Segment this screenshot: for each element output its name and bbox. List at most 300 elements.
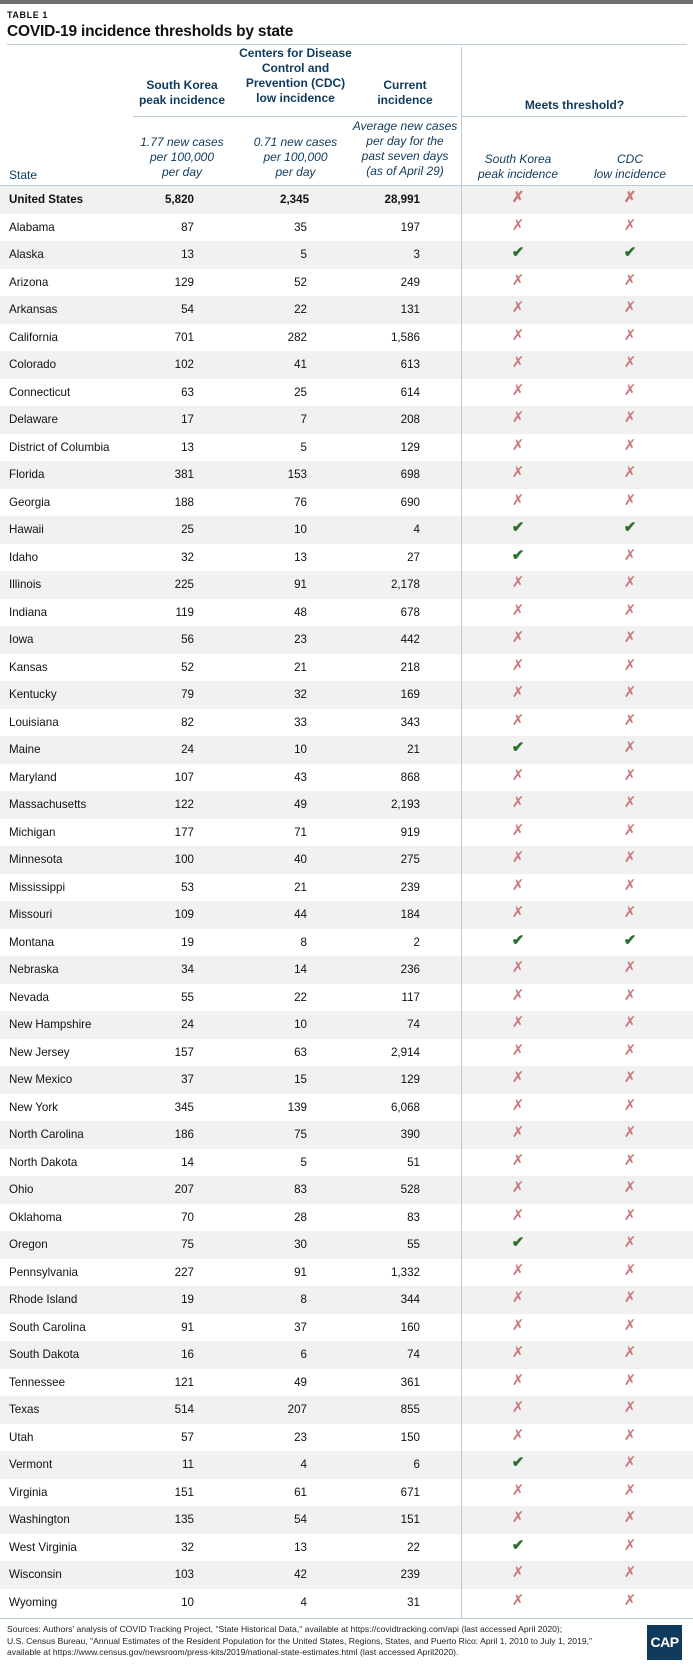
cross-icon: ✗ bbox=[511, 904, 525, 921]
cdc-value: 21 bbox=[294, 660, 307, 674]
table-label: TABLE 1 bbox=[7, 10, 49, 20]
current-value: 528 bbox=[400, 1183, 420, 1196]
cdc-value: 139 bbox=[287, 1100, 307, 1114]
state-name: Arizona bbox=[9, 275, 49, 289]
table-title: COVID-19 incidence thresholds by state bbox=[7, 23, 294, 40]
south-korea-value: 107 bbox=[174, 770, 194, 784]
current-value: 361 bbox=[400, 1375, 420, 1389]
header-south-korea bbox=[133, 78, 231, 108]
header-line: Control and bbox=[261, 61, 330, 75]
sources-line: available at https://www.census.gov/newsroom/press-kits/2019/national-state-estimates.html (last accessed April2020). bbox=[7, 1647, 459, 1657]
table-row bbox=[0, 1534, 693, 1562]
cross-icon: ✗ bbox=[623, 1234, 637, 1251]
state-name: Wisconsin bbox=[9, 1568, 62, 1581]
south-korea-value: 381 bbox=[174, 468, 194, 481]
state-name: Wyoming bbox=[9, 1595, 58, 1609]
cdc-value: 40 bbox=[294, 853, 307, 866]
south-korea-value: 17 bbox=[181, 413, 194, 426]
current-value: 344 bbox=[400, 1293, 420, 1306]
cross-icon: ✗ bbox=[623, 1481, 637, 1499]
current-value: 343 bbox=[400, 715, 420, 729]
south-korea-value: 100 bbox=[174, 853, 194, 866]
table-row bbox=[0, 379, 693, 407]
state-name: New York bbox=[9, 1100, 58, 1114]
cross-icon: ✗ bbox=[623, 684, 637, 701]
current-value: 390 bbox=[400, 1128, 420, 1141]
current-value: 160 bbox=[400, 1320, 420, 1334]
cross-icon: ✗ bbox=[623, 1096, 637, 1114]
cross-icon: ✗ bbox=[623, 299, 637, 316]
state-name: Illinois bbox=[9, 578, 42, 591]
south-korea-value: 345 bbox=[174, 1100, 194, 1114]
cross-icon: ✗ bbox=[623, 1564, 637, 1581]
cap-logo: CAP bbox=[647, 1625, 682, 1660]
cross-icon: ✗ bbox=[623, 1041, 637, 1059]
cross-icon: ✗ bbox=[623, 794, 637, 811]
state-name: Tennessee bbox=[9, 1375, 66, 1389]
cross-icon: ✗ bbox=[623, 1261, 637, 1279]
current-value: 239 bbox=[400, 880, 420, 894]
state-name: Georgia bbox=[9, 495, 51, 509]
subheader-current bbox=[352, 119, 458, 179]
cross-icon: ✗ bbox=[623, 1124, 637, 1141]
south-korea-value: 102 bbox=[174, 358, 194, 371]
cross-icon: ✗ bbox=[623, 464, 637, 481]
table-row bbox=[0, 901, 693, 929]
cdc-value: 8 bbox=[300, 1293, 307, 1306]
current-value: 613 bbox=[400, 358, 420, 371]
table-row bbox=[0, 544, 693, 572]
current-value: 129 bbox=[400, 1073, 420, 1086]
cross-icon: ✗ bbox=[623, 1206, 637, 1224]
state-name: Pennsylvania bbox=[9, 1265, 78, 1279]
south-korea-value: 52 bbox=[181, 660, 194, 674]
cdc-value: 44 bbox=[294, 908, 307, 921]
south-korea-value: 75 bbox=[181, 1238, 194, 1251]
cdc-value: 49 bbox=[294, 798, 307, 811]
south-korea-value: 5,820 bbox=[164, 193, 194, 206]
current-value: 74 bbox=[407, 1018, 420, 1031]
subheader-line: per day bbox=[161, 165, 203, 179]
cdc-value: 282 bbox=[287, 330, 307, 344]
south-korea-value: 157 bbox=[174, 1045, 194, 1059]
cross-icon: ✗ bbox=[511, 409, 525, 426]
table-row bbox=[0, 1121, 693, 1149]
table-row bbox=[0, 709, 693, 737]
cdc-value: 14 bbox=[294, 963, 307, 976]
cdc-value: 71 bbox=[294, 825, 307, 839]
south-korea-value: 701 bbox=[174, 330, 194, 344]
south-korea-value: 109 bbox=[174, 908, 194, 921]
table-row bbox=[0, 681, 693, 709]
subheader-cdc bbox=[233, 135, 358, 180]
header-line: incidence bbox=[377, 93, 433, 107]
cross-icon: ✗ bbox=[511, 216, 525, 234]
checkmark-icon: ✔ bbox=[511, 1454, 525, 1471]
cross-icon: ✗ bbox=[623, 546, 637, 564]
south-korea-value: 19 bbox=[181, 1293, 194, 1306]
cross-icon: ✗ bbox=[511, 1289, 525, 1306]
cross-icon: ✗ bbox=[623, 739, 637, 756]
table-row bbox=[0, 1066, 693, 1094]
current-value: 83 bbox=[407, 1210, 420, 1224]
cross-icon: ✗ bbox=[511, 1509, 525, 1526]
cross-icon: ✗ bbox=[623, 1316, 637, 1334]
state-name: Alabama bbox=[9, 220, 55, 234]
current-value: 698 bbox=[400, 468, 420, 481]
south-korea-value: 16 bbox=[181, 1348, 194, 1361]
current-value: 671 bbox=[400, 1485, 420, 1499]
cross-icon: ✗ bbox=[511, 656, 525, 674]
table-row bbox=[0, 626, 693, 654]
cross-icon: ✗ bbox=[511, 849, 525, 866]
cdc-value: 49 bbox=[294, 1375, 307, 1389]
header-current bbox=[352, 78, 458, 108]
cross-icon: ✗ bbox=[623, 1289, 637, 1306]
south-korea-value: 122 bbox=[174, 798, 194, 811]
table-row bbox=[0, 516, 693, 544]
cdc-value: 63 bbox=[294, 1045, 307, 1059]
cross-icon: ✗ bbox=[623, 1399, 637, 1416]
south-korea-value: 188 bbox=[174, 495, 194, 509]
checkmark-icon: ✔ bbox=[511, 519, 525, 536]
table-row bbox=[0, 296, 693, 324]
subheader-line: low incidence bbox=[593, 167, 667, 181]
cdc-value: 22 bbox=[294, 990, 307, 1004]
state-name: Vermont bbox=[9, 1458, 53, 1471]
table-row bbox=[0, 736, 693, 764]
south-korea-value: 53 bbox=[181, 880, 194, 894]
south-korea-value: 11 bbox=[181, 1458, 194, 1471]
south-korea-value: 13 bbox=[181, 248, 194, 261]
cdc-value: 10 bbox=[294, 523, 307, 536]
cdc-value: 25 bbox=[294, 385, 307, 399]
current-value: 3 bbox=[413, 248, 420, 261]
header-rule-right bbox=[462, 116, 687, 117]
south-korea-value: 32 bbox=[181, 550, 194, 564]
table-row bbox=[0, 1396, 693, 1424]
cdc-value: 153 bbox=[287, 468, 307, 481]
cdc-value: 13 bbox=[294, 550, 307, 564]
table-row bbox=[0, 1204, 693, 1232]
current-value: 239 bbox=[400, 1568, 420, 1581]
cross-icon: ✗ bbox=[511, 1564, 525, 1581]
table-row bbox=[0, 571, 693, 599]
current-value: 22 bbox=[407, 1540, 420, 1554]
cross-icon: ✗ bbox=[623, 766, 637, 784]
table-row bbox=[0, 1506, 693, 1534]
south-korea-value: 55 bbox=[181, 990, 194, 1004]
subheader-line: Average new cases bbox=[352, 119, 458, 133]
cross-icon: ✗ bbox=[511, 436, 525, 454]
cross-icon: ✗ bbox=[511, 1371, 525, 1389]
header-state: State bbox=[9, 168, 38, 182]
south-korea-value: 56 bbox=[181, 633, 194, 646]
current-value: 1,586 bbox=[390, 330, 420, 344]
cross-icon: ✗ bbox=[623, 656, 637, 674]
current-value: 2,178 bbox=[390, 578, 420, 591]
cdc-value: 15 bbox=[294, 1073, 307, 1086]
current-value: 4 bbox=[413, 523, 420, 536]
state-name: Maryland bbox=[9, 770, 57, 784]
cross-icon: ✗ bbox=[623, 1344, 637, 1361]
subheader-line: (as of April 29) bbox=[366, 164, 444, 178]
checkmark-icon: ✔ bbox=[511, 244, 525, 261]
state-name: North Carolina bbox=[9, 1128, 84, 1141]
state-name: United States bbox=[9, 193, 84, 206]
header-rule-left bbox=[133, 116, 457, 117]
cross-icon: ✗ bbox=[623, 821, 637, 839]
table-row bbox=[0, 351, 693, 379]
table-row bbox=[0, 1424, 693, 1452]
current-value: 151 bbox=[400, 1513, 420, 1526]
cross-icon: ✗ bbox=[623, 1371, 637, 1389]
cdc-value: 28 bbox=[294, 1210, 307, 1224]
table-row bbox=[0, 599, 693, 627]
table-row bbox=[0, 764, 693, 792]
cdc-value: 41 bbox=[294, 358, 307, 371]
cdc-value: 207 bbox=[287, 1403, 307, 1416]
header-line: Prevention (CDC) bbox=[245, 76, 346, 90]
cross-icon: ✗ bbox=[623, 601, 637, 619]
state-name: Texas bbox=[9, 1403, 40, 1416]
south-korea-value: 24 bbox=[181, 1018, 194, 1031]
header-cdc bbox=[233, 46, 358, 106]
cross-icon: ✗ bbox=[511, 1591, 525, 1609]
current-value: 169 bbox=[400, 688, 420, 701]
south-korea-value: 119 bbox=[175, 605, 194, 619]
state-name: Michigan bbox=[9, 825, 56, 839]
cdc-value: 13 bbox=[294, 1540, 307, 1554]
table-row bbox=[0, 406, 693, 434]
table-row-total bbox=[0, 186, 693, 214]
current-value: 129 bbox=[400, 440, 420, 454]
cross-icon: ✗ bbox=[623, 271, 637, 289]
header-line: Centers for Disease bbox=[239, 46, 352, 60]
south-korea-value: 79 bbox=[181, 688, 194, 701]
cross-icon: ✗ bbox=[511, 1124, 525, 1141]
table-row bbox=[0, 654, 693, 682]
cross-icon: ✗ bbox=[511, 766, 525, 784]
state-name: Indiana bbox=[9, 605, 48, 619]
current-value: 150 bbox=[400, 1430, 420, 1444]
current-value: 117 bbox=[401, 990, 420, 1004]
table-row bbox=[0, 214, 693, 242]
state-name: Connecticut bbox=[9, 385, 71, 399]
cross-icon: ✗ bbox=[623, 1509, 637, 1526]
cross-icon: ✗ bbox=[623, 189, 637, 206]
cross-icon: ✗ bbox=[511, 959, 525, 976]
cross-icon: ✗ bbox=[511, 1179, 525, 1196]
state-name: Oklahoma bbox=[9, 1210, 62, 1224]
state-name: District of Columbia bbox=[9, 440, 110, 454]
current-value: 855 bbox=[400, 1403, 420, 1416]
cross-icon: ✗ bbox=[511, 271, 525, 289]
current-value: 6 bbox=[413, 1458, 420, 1471]
subheader-meets-south-korea bbox=[466, 152, 570, 182]
table-row bbox=[0, 489, 693, 517]
cross-icon: ✗ bbox=[511, 1014, 525, 1031]
current-value: 678 bbox=[400, 605, 420, 619]
subheader-line: CDC bbox=[617, 152, 643, 166]
south-korea-value: 514 bbox=[174, 1403, 194, 1416]
state-name: Oregon bbox=[9, 1238, 48, 1251]
cross-icon: ✗ bbox=[511, 326, 525, 344]
cross-icon: ✗ bbox=[623, 959, 637, 976]
subheader-line: per day for the bbox=[366, 134, 444, 148]
cross-icon: ✗ bbox=[511, 464, 525, 481]
south-korea-value: 37 bbox=[181, 1073, 194, 1086]
cdc-value: 8 bbox=[300, 935, 307, 949]
current-value: 275 bbox=[400, 853, 420, 866]
cross-icon: ✗ bbox=[623, 381, 637, 399]
table-row bbox=[0, 461, 693, 489]
checkmark-icon: ✔ bbox=[511, 546, 525, 564]
table-row bbox=[0, 984, 693, 1012]
south-korea-value: 82 bbox=[181, 715, 194, 729]
subheader-line: past seven days bbox=[361, 149, 449, 163]
cross-icon: ✗ bbox=[511, 354, 525, 371]
state-name: Maine bbox=[9, 743, 41, 756]
state-name: Ohio bbox=[9, 1183, 34, 1196]
cdc-value: 43 bbox=[294, 770, 307, 784]
state-name: Colorado bbox=[9, 358, 57, 371]
south-korea-value: 177 bbox=[174, 825, 194, 839]
cross-icon: ✗ bbox=[623, 629, 637, 646]
header-line: low incidence bbox=[256, 91, 335, 105]
cross-icon: ✗ bbox=[623, 1591, 637, 1609]
state-name: North Dakota bbox=[9, 1155, 78, 1169]
cross-icon: ✗ bbox=[511, 1041, 525, 1059]
cdc-value: 91 bbox=[294, 578, 307, 591]
cdc-value: 76 bbox=[294, 495, 307, 509]
table-row bbox=[0, 1176, 693, 1204]
state-name: Montana bbox=[9, 935, 55, 949]
current-value: 690 bbox=[400, 495, 420, 509]
state-name: New Hampshire bbox=[9, 1018, 92, 1031]
cross-icon: ✗ bbox=[623, 326, 637, 344]
table-row bbox=[0, 241, 693, 269]
state-name: New Jersey bbox=[9, 1045, 70, 1059]
cross-icon: ✗ bbox=[511, 629, 525, 646]
cdc-value: 30 bbox=[294, 1238, 307, 1251]
cross-icon: ✗ bbox=[511, 1399, 525, 1416]
cross-icon: ✗ bbox=[511, 986, 525, 1004]
cdc-value: 23 bbox=[294, 633, 307, 646]
south-korea-value: 14 bbox=[181, 1155, 194, 1169]
subheader-line: South Korea bbox=[484, 152, 552, 166]
cross-icon: ✗ bbox=[623, 1069, 637, 1086]
cross-icon: ✗ bbox=[511, 1481, 525, 1499]
checkmark-icon: ✔ bbox=[511, 739, 525, 756]
header-meets-threshold: Meets threshold? bbox=[524, 98, 625, 112]
cross-icon: ✗ bbox=[623, 876, 637, 894]
table-row bbox=[0, 434, 693, 462]
cross-icon: ✗ bbox=[511, 601, 525, 619]
table-row bbox=[0, 1341, 693, 1369]
table-row bbox=[0, 1011, 693, 1039]
table-row bbox=[0, 1259, 693, 1287]
cdc-value: 75 bbox=[294, 1128, 307, 1141]
cdc-value: 33 bbox=[294, 715, 307, 729]
table-row bbox=[0, 1561, 693, 1589]
cross-icon: ✗ bbox=[623, 986, 637, 1004]
south-korea-value: 87 bbox=[181, 220, 194, 234]
current-value: 6,068 bbox=[390, 1100, 420, 1114]
checkmark-icon: ✔ bbox=[623, 519, 637, 536]
cross-icon: ✗ bbox=[511, 1316, 525, 1334]
table-row bbox=[0, 1094, 693, 1122]
cdc-value: 10 bbox=[294, 743, 307, 756]
cross-icon: ✗ bbox=[623, 491, 637, 509]
state-name: Nebraska bbox=[9, 963, 59, 976]
state-name: Kentucky bbox=[9, 688, 57, 701]
checkmark-icon: ✔ bbox=[511, 931, 525, 949]
header-line: South Korea bbox=[146, 78, 218, 92]
state-name: Rhode Island bbox=[9, 1293, 78, 1306]
cross-icon: ✗ bbox=[623, 1179, 637, 1196]
cdc-value: 21 bbox=[294, 880, 307, 894]
cross-icon: ✗ bbox=[511, 574, 525, 591]
south-korea-value: 135 bbox=[174, 1513, 194, 1526]
state-name: New Mexico bbox=[9, 1073, 73, 1086]
south-korea-value: 32 bbox=[181, 1540, 194, 1554]
south-korea-value: 225 bbox=[174, 578, 194, 591]
state-name: South Dakota bbox=[9, 1348, 80, 1361]
state-name: California bbox=[9, 330, 58, 344]
table-row bbox=[0, 1451, 693, 1479]
cross-icon: ✗ bbox=[511, 1096, 525, 1114]
state-name: Missouri bbox=[9, 908, 53, 921]
cross-icon: ✗ bbox=[511, 1261, 525, 1279]
cross-icon: ✗ bbox=[623, 409, 637, 426]
title-rule bbox=[7, 44, 687, 45]
cross-icon: ✗ bbox=[511, 299, 525, 316]
cdc-value: 7 bbox=[300, 413, 307, 426]
state-name: Hawaii bbox=[9, 523, 44, 536]
south-korea-value: 19 bbox=[181, 935, 194, 949]
cdc-value: 91 bbox=[294, 1265, 307, 1279]
state-name: Washington bbox=[9, 1513, 70, 1526]
current-value: 131 bbox=[400, 303, 420, 316]
subheader-line: 1.77 new cases bbox=[140, 135, 224, 149]
cdc-value: 48 bbox=[294, 605, 307, 619]
cross-icon: ✗ bbox=[623, 436, 637, 454]
cross-icon: ✗ bbox=[623, 1426, 637, 1444]
checkmark-icon: ✔ bbox=[511, 1536, 525, 1554]
current-value: 442 bbox=[400, 633, 420, 646]
cross-icon: ✗ bbox=[623, 711, 637, 729]
sources-line: U.S. Census Bureau, "Annual Estimates of the Resident Population for the United States, Regions, States, and Puerto Rico: April 1, 2010 to July 1, 2019," bbox=[7, 1635, 593, 1646]
state-name: Utah bbox=[9, 1430, 34, 1444]
table-row bbox=[0, 791, 693, 819]
cross-icon: ✗ bbox=[511, 1151, 525, 1169]
cross-icon: ✗ bbox=[511, 684, 525, 701]
sources-note bbox=[7, 1624, 637, 1659]
cross-icon: ✗ bbox=[511, 876, 525, 894]
state-name: Louisiana bbox=[9, 715, 59, 729]
current-value: 31 bbox=[407, 1595, 420, 1609]
cross-icon: ✗ bbox=[511, 189, 525, 206]
south-korea-value: 129 bbox=[174, 275, 194, 289]
cdc-value: 52 bbox=[294, 275, 307, 289]
cdc-value: 5 bbox=[300, 248, 307, 261]
checkmark-icon: ✔ bbox=[623, 931, 637, 949]
table-row bbox=[0, 1369, 693, 1397]
south-korea-value: 227 bbox=[174, 1265, 194, 1279]
cross-icon: ✗ bbox=[623, 1536, 637, 1554]
state-name: Kansas bbox=[9, 660, 48, 674]
